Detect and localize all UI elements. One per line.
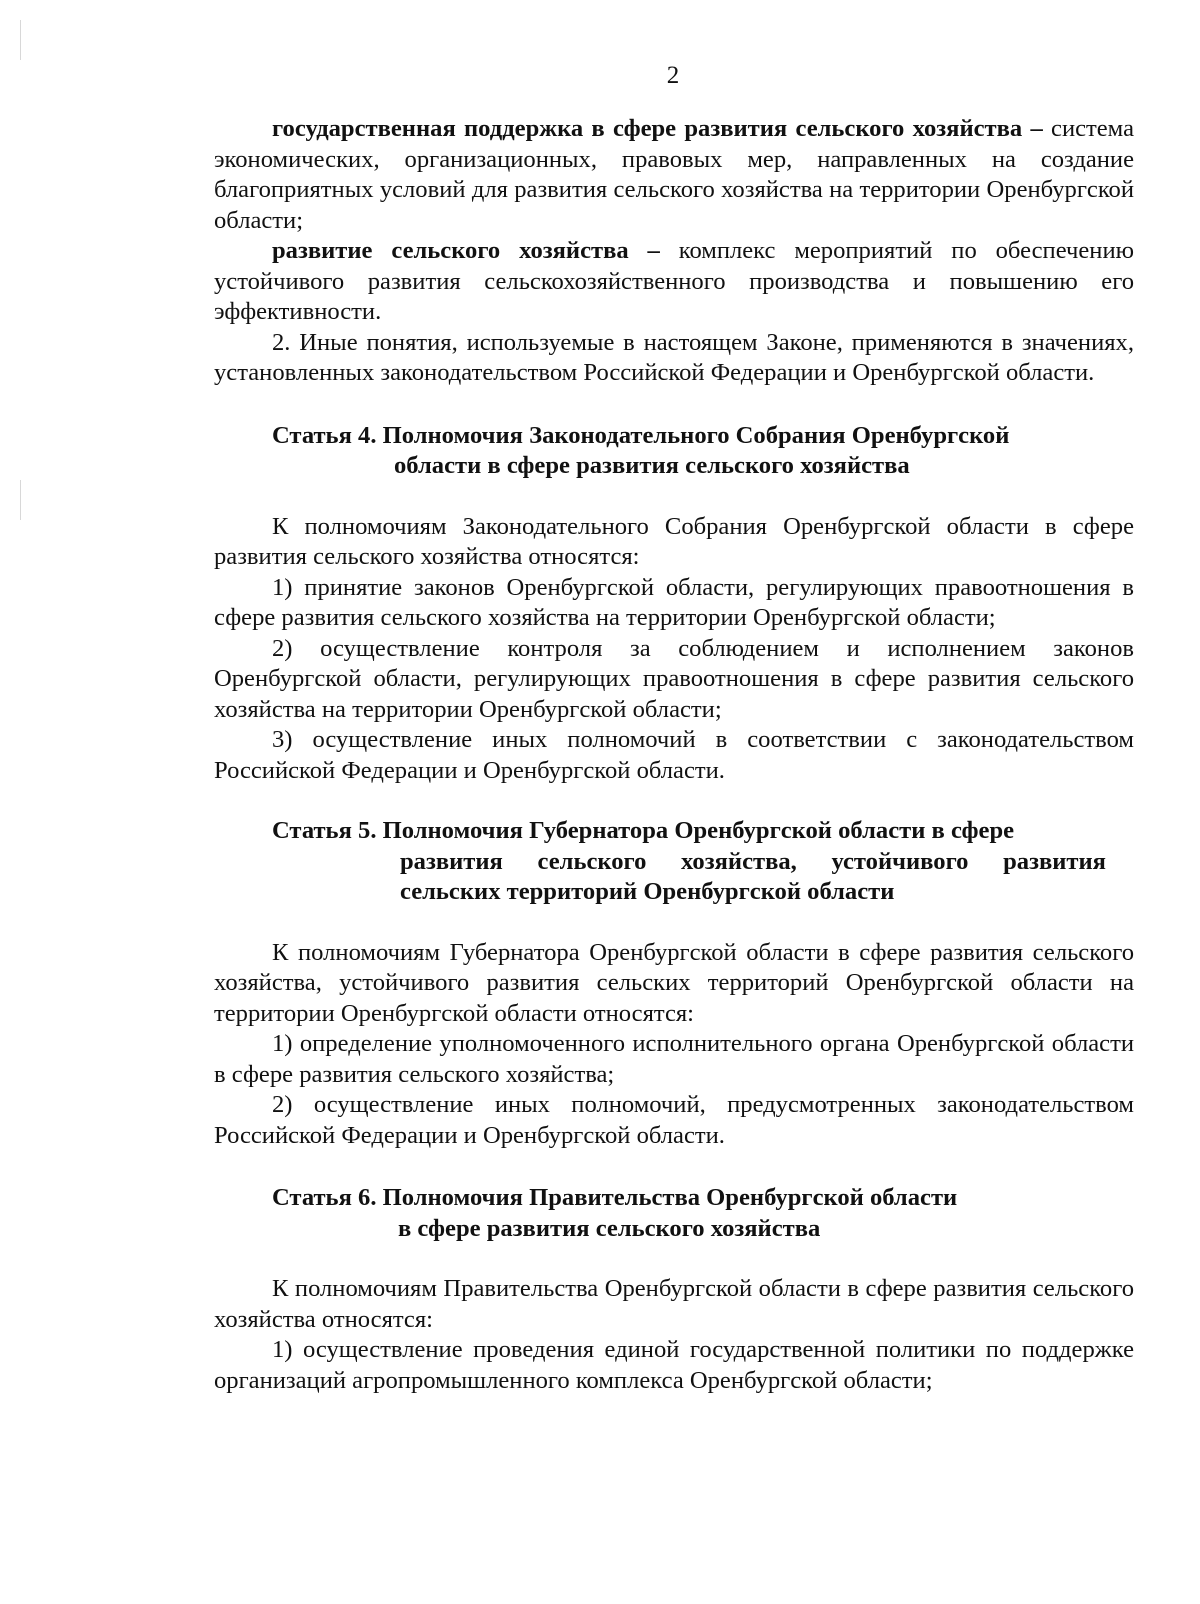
definition-text: комплекс мероприятий по обеспечению устойчивого развития сельскохозяйственного производства и повышению его эффективности. xyxy=(214,237,1134,325)
article-5-heading xyxy=(214,816,1134,908)
scan-edge-mark-bottom xyxy=(20,480,21,520)
article-5-title-line1: Статья 5. Полномочия Губернатора Оренбургской области в сфере xyxy=(272,817,1015,844)
article-5-item-2: 2) осуществление иных полномочий, предусмотренных законодательством Российской Федерации и Оренбургской области. xyxy=(214,1091,1134,1149)
article-5-item-1: 1) определение уполномоченного исполнительного органа Оренбургской области в сфере развития сельского хозяйства; xyxy=(214,1030,1134,1088)
document-body xyxy=(214,114,1134,1396)
term-agri-development: развитие сельского хозяйства – xyxy=(272,237,660,264)
term-state-support: государственная поддержка в сфере развития сельского хозяйства – xyxy=(272,115,1043,142)
article-4-item-2: 2) осуществление контроля за соблюдением и исполнением законов Оренбургской области, регулирующих правоотношения в сфере развития сельского хозяйства на территории Оренбургской области; xyxy=(214,634,1134,723)
article-4-title-line1: Статья 4. Полномочия Законодательного Собрания Оренбургской xyxy=(272,421,1010,449)
article-6-title-line1: Статья 6. Полномочия Правительства Оренбургской области xyxy=(272,1184,958,1211)
article-6-title-line2: в сфере развития сельского хозяйства xyxy=(398,1214,821,1242)
definition-text: система экономических, организационных, правовых мер, направленных на создание благоприятных условий для развития сельского хозяйства на территории Оренбургской области; xyxy=(214,115,1134,234)
article-4-title-line2: области в сфере развития сельского хозяйства xyxy=(394,452,910,479)
article-5-intro: К полномочиям Губернатора Оренбургской области в сфере развития сельского хозяйства, устойчивого развития сельских территорий Оренбургской области на территории Оренбургской области относятся: xyxy=(214,938,1134,1027)
article-6-item-1: 1) осуществление проведения единой государственной политики по поддержке организаций агропромышленного комплекса Оренбургской области; xyxy=(214,1336,1134,1394)
page-number: 2 xyxy=(666,62,680,89)
definition-agri-development xyxy=(214,236,1134,328)
article-6-intro: К полномочиям Правительства Оренбургской области в сфере развития сельского хозяйства относятся: xyxy=(214,1275,1134,1333)
article-6-heading xyxy=(214,1183,1134,1244)
article-4-intro: К полномочиям Законодательного Собрания Оренбургской области в сфере развития сельского хозяйства относятся: xyxy=(214,512,1134,570)
scan-edge-mark-top xyxy=(20,20,21,60)
article-5-title-line2: развития сельского хозяйства, устойчивого развития xyxy=(400,847,1106,875)
article-4-heading xyxy=(214,421,1134,482)
paragraph-other-concepts: 2. Иные понятия, используемые в настоящем Законе, применяются в значениях, установленных законодательством Российской Федерации и Оренбургской области. xyxy=(214,328,1134,386)
article-4-item-3: 3) осуществление иных полномочий в соответствии с законодательством Российской Федерации и Оренбургской области. xyxy=(214,726,1134,784)
article-5-title-line3: сельских территорий Оренбургской области xyxy=(400,878,895,905)
definition-state-support xyxy=(214,114,1134,236)
article-4-item-1: 1) принятие законов Оренбургской области, регулирующих правоотношения в сфере развития сельского хозяйства на территории Оренбургской области; xyxy=(214,573,1134,631)
